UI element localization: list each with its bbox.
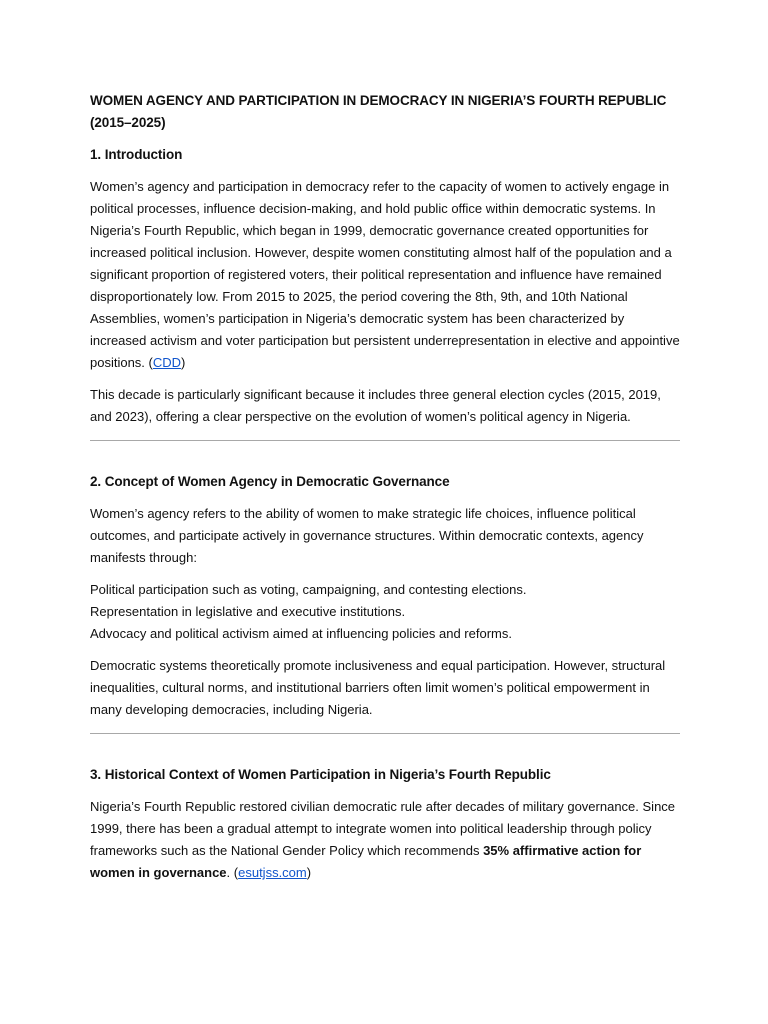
introduction-paragraph-1-close: ): [181, 355, 186, 370]
introduction-paragraph-2: This decade is particularly significant because it includes three general election cycles (2015, 2019, and 2023), offering a clear perspective on the evolution of women’s political agency in Nigeria.: [90, 387, 661, 424]
document-page: [90, 90, 680, 894]
concept-paragraph-1: Women’s agency refers to the ability of women to make strategic life choices, influence political outcomes, and participate actively in governance structures. Within democratic contexts, agency manifests through:: [90, 506, 644, 565]
section-heading-introduction: 1. Introduction: [90, 147, 183, 162]
esutjss-source-link[interactable]: esutjss.com: [238, 865, 307, 880]
introduction-paragraph-1: [90, 176, 680, 374]
list-item: Political participation such as voting, campaigning, and contesting elections.: [90, 582, 527, 597]
affirmative-action-emphasis: 35% affirmative action for women in governance: [90, 843, 642, 880]
agency-manifestations-list: [90, 579, 680, 645]
list-item: Advocacy and political activism aimed at influencing policies and reforms.: [90, 626, 512, 641]
list-item: Representation in legislative and executive institutions.: [90, 604, 406, 619]
section-heading-historical-context: 3. Historical Context of Women Participation in Nigeria’s Fourth Republic: [90, 767, 551, 782]
cdd-source-link[interactable]: CDD: [152, 355, 182, 370]
section-heading-concept: 2. Concept of Women Agency in Democratic Governance: [90, 474, 450, 489]
historical-context-paragraph-1: [90, 796, 680, 884]
introduction-paragraph-1-text: Women’s agency and participation in democracy refer to the capacity of women to actively engage in political processes, influence decision-making, and hold public office within democratic systems. In Nigeria’s Fourth Republic, which began in 1999, democratic governance created opportunities for increased political inclusion. However, despite women constituting almost half of the population and a significant proportion of registered voters, their political representation and influence have remained disproportionately low. From 2015 to 2025, the period covering the 8th, 9th, and 10th National Assemblies, women’s participation in Nigeria’s democratic system has been characterized by increased activism and voter participation but persistent underrepresentation in elective and appointive positions. (: [90, 179, 680, 370]
historical-context-paragraph-1-text: Nigeria’s Fourth Republic restored civilian democratic rule after decades of military governance. Since 1999, there has been a gradual attempt to integrate women into political leadership through policy frameworks such as the National Gender Policy which recommends: [90, 799, 676, 858]
section-divider: [90, 733, 680, 734]
section-divider: [90, 440, 680, 441]
document-title: WOMEN AGENCY AND PARTICIPATION IN DEMOCRACY IN NIGERIA’S FOURTH REPUBLIC (2015–2025): [90, 93, 667, 130]
historical-context-paragraph-1-close: ): [306, 865, 312, 880]
concept-paragraph-2: Democratic systems theoretically promote inclusiveness and equal participation. However, structural inequalities, cultural norms, and institutional barriers often limit women’s political empowerment in many developing democracies, including Nigeria.: [90, 658, 666, 717]
historical-context-paragraph-1-mid: . (: [226, 865, 239, 880]
